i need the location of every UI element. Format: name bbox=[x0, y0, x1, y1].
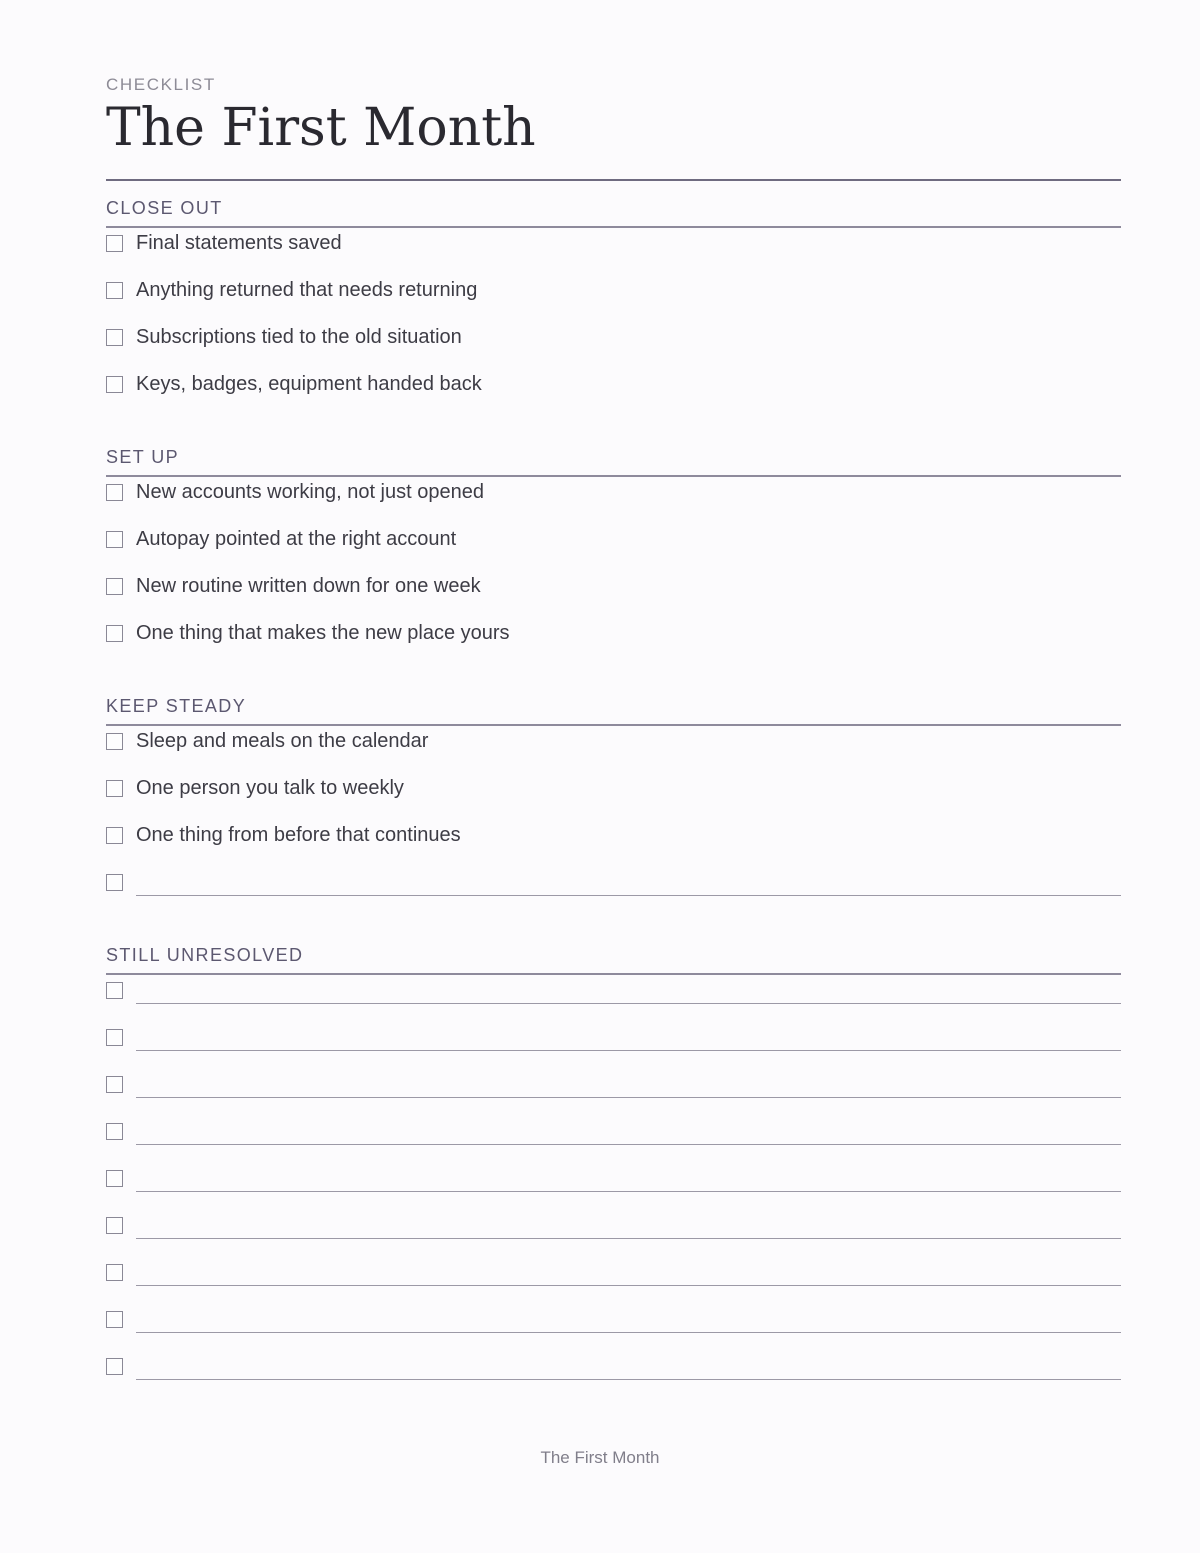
section-header bbox=[106, 696, 1121, 726]
checklist-item-label: Subscriptions tied to the old situation bbox=[136, 326, 462, 348]
section-close-out bbox=[106, 198, 1121, 416]
write-in-line[interactable] bbox=[136, 1238, 1121, 1239]
checklist-item bbox=[106, 773, 1121, 820]
title-divider bbox=[106, 179, 1121, 181]
checklist-item bbox=[106, 369, 1121, 416]
checkbox[interactable] bbox=[106, 235, 123, 252]
checklist-item bbox=[106, 867, 1121, 914]
page-title: The First Month bbox=[106, 98, 536, 158]
checkbox[interactable] bbox=[106, 625, 123, 642]
write-in-line[interactable] bbox=[136, 1097, 1121, 1098]
checkbox[interactable] bbox=[106, 1029, 123, 1046]
checklist-item bbox=[106, 477, 1121, 524]
checklist-item-label: One thing that makes the new place yours bbox=[136, 622, 510, 644]
checkbox[interactable] bbox=[106, 484, 123, 501]
checklist-item bbox=[106, 275, 1121, 322]
write-in-line[interactable] bbox=[136, 1191, 1121, 1192]
checkbox[interactable] bbox=[106, 733, 123, 750]
checklist-item-label: Keys, badges, equipment handed back bbox=[136, 373, 482, 395]
checklist-item bbox=[106, 1257, 1121, 1304]
checkbox[interactable] bbox=[106, 578, 123, 595]
checkbox[interactable] bbox=[106, 1358, 123, 1375]
write-in-line[interactable] bbox=[136, 1144, 1121, 1145]
checkbox[interactable] bbox=[106, 282, 123, 299]
document-eyebrow: CHECKLIST bbox=[106, 75, 216, 94]
checklist-item bbox=[106, 1210, 1121, 1257]
checklist-item bbox=[106, 1304, 1121, 1351]
checkbox[interactable] bbox=[106, 376, 123, 393]
section-items bbox=[106, 477, 1121, 665]
checklist-item bbox=[106, 975, 1121, 1022]
checkbox[interactable] bbox=[106, 1264, 123, 1281]
section-header bbox=[106, 945, 1121, 975]
section-title: CLOSE OUT bbox=[106, 198, 223, 218]
write-in-line[interactable] bbox=[136, 1285, 1121, 1286]
checkbox[interactable] bbox=[106, 1170, 123, 1187]
section-still-unresolved bbox=[106, 945, 1121, 1398]
checkbox[interactable] bbox=[106, 982, 123, 999]
checklist-item bbox=[106, 1351, 1121, 1398]
checkbox[interactable] bbox=[106, 874, 123, 891]
checklist-item bbox=[106, 820, 1121, 867]
checklist-item-label: One thing from before that continues bbox=[136, 824, 461, 846]
checklist-item-label: Anything returned that needs returning bbox=[136, 279, 478, 301]
write-in-line[interactable] bbox=[136, 1050, 1121, 1051]
checkbox[interactable] bbox=[106, 531, 123, 548]
checkbox[interactable] bbox=[106, 827, 123, 844]
page-footer: The First Month bbox=[540, 1448, 660, 1467]
checklist-item bbox=[106, 1116, 1121, 1163]
checklist-item bbox=[106, 618, 1121, 665]
section-title: STILL UNRESOLVED bbox=[106, 945, 304, 965]
checkbox[interactable] bbox=[106, 780, 123, 797]
checklist-item bbox=[106, 571, 1121, 618]
checkbox[interactable] bbox=[106, 1076, 123, 1093]
checklist-item-label: Autopay pointed at the right account bbox=[136, 528, 457, 550]
section-items bbox=[106, 228, 1121, 416]
section-title: SET UP bbox=[106, 447, 180, 467]
checklist-item bbox=[106, 726, 1121, 773]
checkbox[interactable] bbox=[106, 1217, 123, 1234]
section-items bbox=[106, 975, 1121, 1398]
checklist-item-label: Sleep and meals on the calendar bbox=[136, 730, 429, 752]
section-header bbox=[106, 198, 1121, 228]
section-keep-steady bbox=[106, 696, 1121, 914]
checklist-item-label: New accounts working, not just opened bbox=[136, 481, 484, 503]
section-title: KEEP STEADY bbox=[106, 696, 247, 716]
checklist-item bbox=[106, 322, 1121, 369]
checklist-item bbox=[106, 1022, 1121, 1069]
checkbox[interactable] bbox=[106, 1123, 123, 1140]
checkbox[interactable] bbox=[106, 329, 123, 346]
section-set-up bbox=[106, 447, 1121, 665]
checklist-item-label: New routine written down for one week bbox=[136, 575, 481, 597]
checklist-item-label: Final statements saved bbox=[136, 232, 342, 254]
checklist-item-label: One person you talk to weekly bbox=[136, 777, 404, 799]
section-header bbox=[106, 447, 1121, 477]
write-in-line[interactable] bbox=[136, 1379, 1121, 1380]
section-items bbox=[106, 726, 1121, 914]
checklist-item bbox=[106, 1163, 1121, 1210]
checklist-item bbox=[106, 228, 1121, 275]
write-in-line[interactable] bbox=[136, 895, 1121, 896]
checklist-item bbox=[106, 524, 1121, 571]
write-in-line[interactable] bbox=[136, 1003, 1121, 1004]
write-in-line[interactable] bbox=[136, 1332, 1121, 1333]
checkbox[interactable] bbox=[106, 1311, 123, 1328]
checklist-item bbox=[106, 1069, 1121, 1116]
